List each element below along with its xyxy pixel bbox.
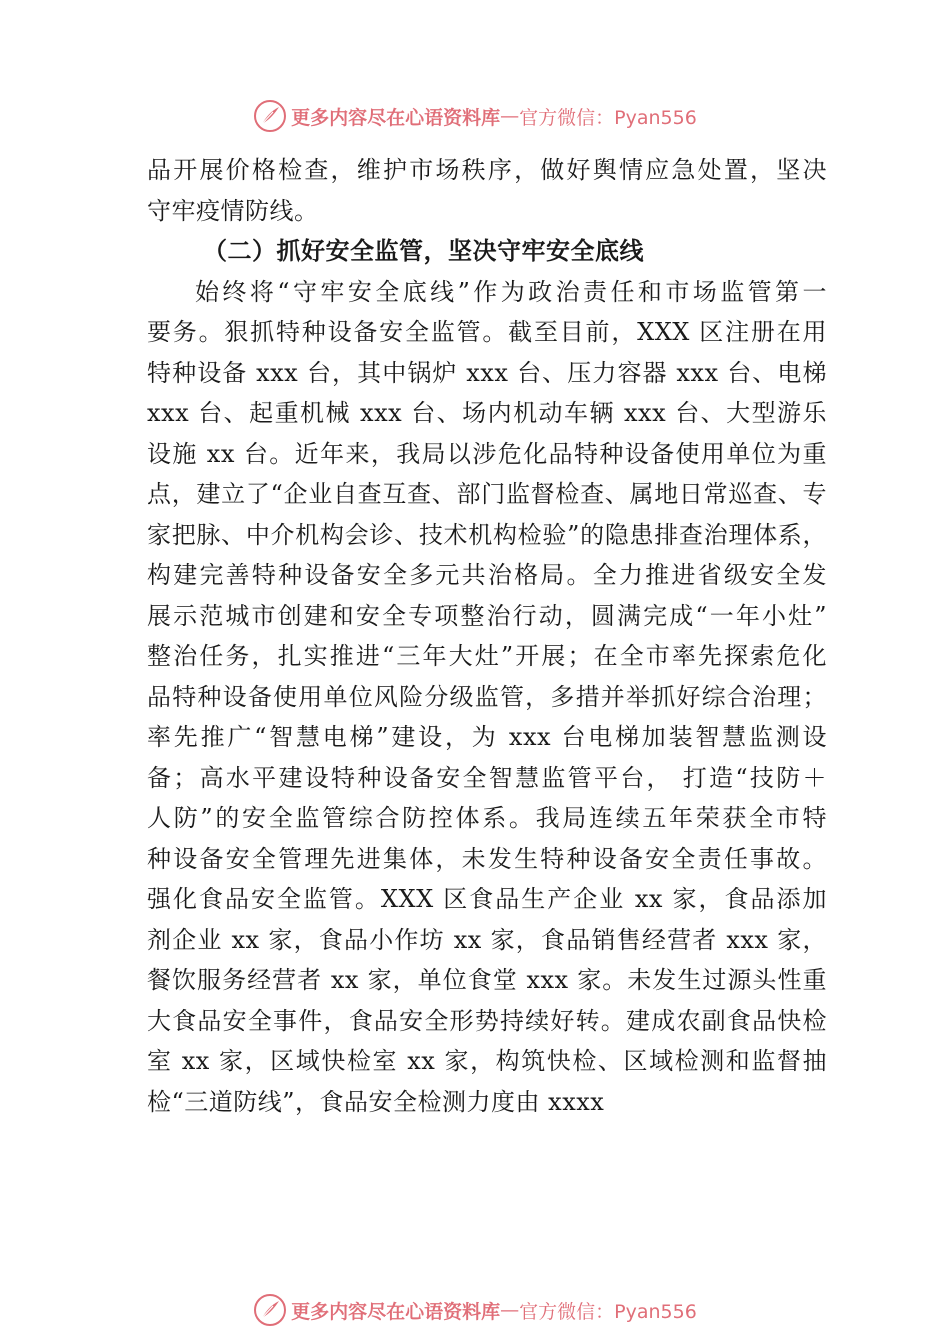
body-line: 要务。狠抓特种设备安全监管。截至目前，XXX 区注册在用 — [147, 318, 827, 346]
body-line: 检“三道防线”，食品安全检测力度由 xxxx — [147, 1087, 605, 1116]
feather-pen-logo-icon — [253, 1293, 287, 1327]
body-line: 构建完善特种设备安全多元共治格局。全力推进省级安全发 — [147, 561, 827, 589]
body-line: 剂企业 xx 家，食品小作坊 xx 家，食品销售经营者 xxx 家， — [147, 925, 827, 954]
section-heading: （二）抓好安全监管，坚决守牢安全底线 — [203, 236, 644, 265]
body-line: 家把脉、中介机构会诊、技术机构检验”的隐患排查治理体系， — [147, 520, 827, 549]
body-line: 整治任务，扎实推进“三年大灶”开展；在全市率先探索危化 — [147, 642, 827, 670]
document-body — [147, 150, 827, 1122]
body-line: 设施 xx 台。近年来，我局以涉危化品特种设备使用单位为重 — [147, 439, 827, 468]
body-line: 品特种设备使用单位风险分级监管，多措并举抓好综合治理； — [147, 682, 827, 711]
body-line: 人防”的安全监管综合防控体系。我局连续五年荣获全市特 — [147, 804, 827, 832]
body-line: 守牢疫情防线。 — [147, 196, 319, 225]
body-line: 点，建立了“企业自查互查、部门监督检查、属地日常巡查、专 — [147, 480, 827, 508]
watermark-brand: 更多内容尽在心语资料库 — [291, 106, 501, 129]
watermark-separator: — — [500, 1299, 520, 1321]
body-line: xxx 台、起重机械 xxx 台、场内机动车辆 xxx 台、大型游乐 — [147, 399, 827, 427]
body-line: 备；高水平建设特种设备安全智慧监管平台， 打造“技防＋ — [147, 763, 827, 792]
body-line: 率先推广“智慧电梯”建设，为 xxx 台电梯加装智慧监测设 — [147, 723, 827, 751]
watermark-wechat: 官方微信：Pyan556 — [519, 1300, 697, 1323]
body-line: 强化食品安全监管。XXX 区食品生产企业 xx 家，食品添加 — [147, 885, 827, 913]
header-watermark — [0, 96, 950, 136]
body-line: 展示范城市创建和安全专项整治行动，圆满完成“一年小灶” — [147, 601, 827, 630]
body-line: 特种设备 xxx 台，其中锅炉 xxx 台、压力容器 xxx 台、电梯 — [147, 358, 827, 387]
watermark-separator: — — [500, 105, 520, 127]
watermark-wechat: 官方微信：Pyan556 — [519, 106, 697, 129]
footer-watermark — [0, 1290, 950, 1330]
body-line: 品开展价格检查，维护市场秩序，做好舆情应急处置，坚决 — [147, 156, 827, 184]
body-line: 始终将“守牢安全底线”作为政治责任和市场监管第一 — [195, 277, 827, 306]
body-line: 种设备安全管理先进集体，未发生特种设备安全责任事故。 — [147, 844, 827, 873]
body-line: 室 xx 家，区域快检室 xx 家，构筑快检、区域检测和监督抽 — [147, 1047, 827, 1075]
watermark-brand: 更多内容尽在心语资料库 — [291, 1300, 501, 1323]
body-line: 大食品安全事件，食品安全形势持续好转。建成农副食品快检 — [147, 1006, 827, 1035]
body-line: 餐饮服务经营者 xx 家，单位食堂 xxx 家。未发生过源头性重 — [147, 966, 827, 994]
feather-pen-logo-icon — [253, 99, 287, 133]
